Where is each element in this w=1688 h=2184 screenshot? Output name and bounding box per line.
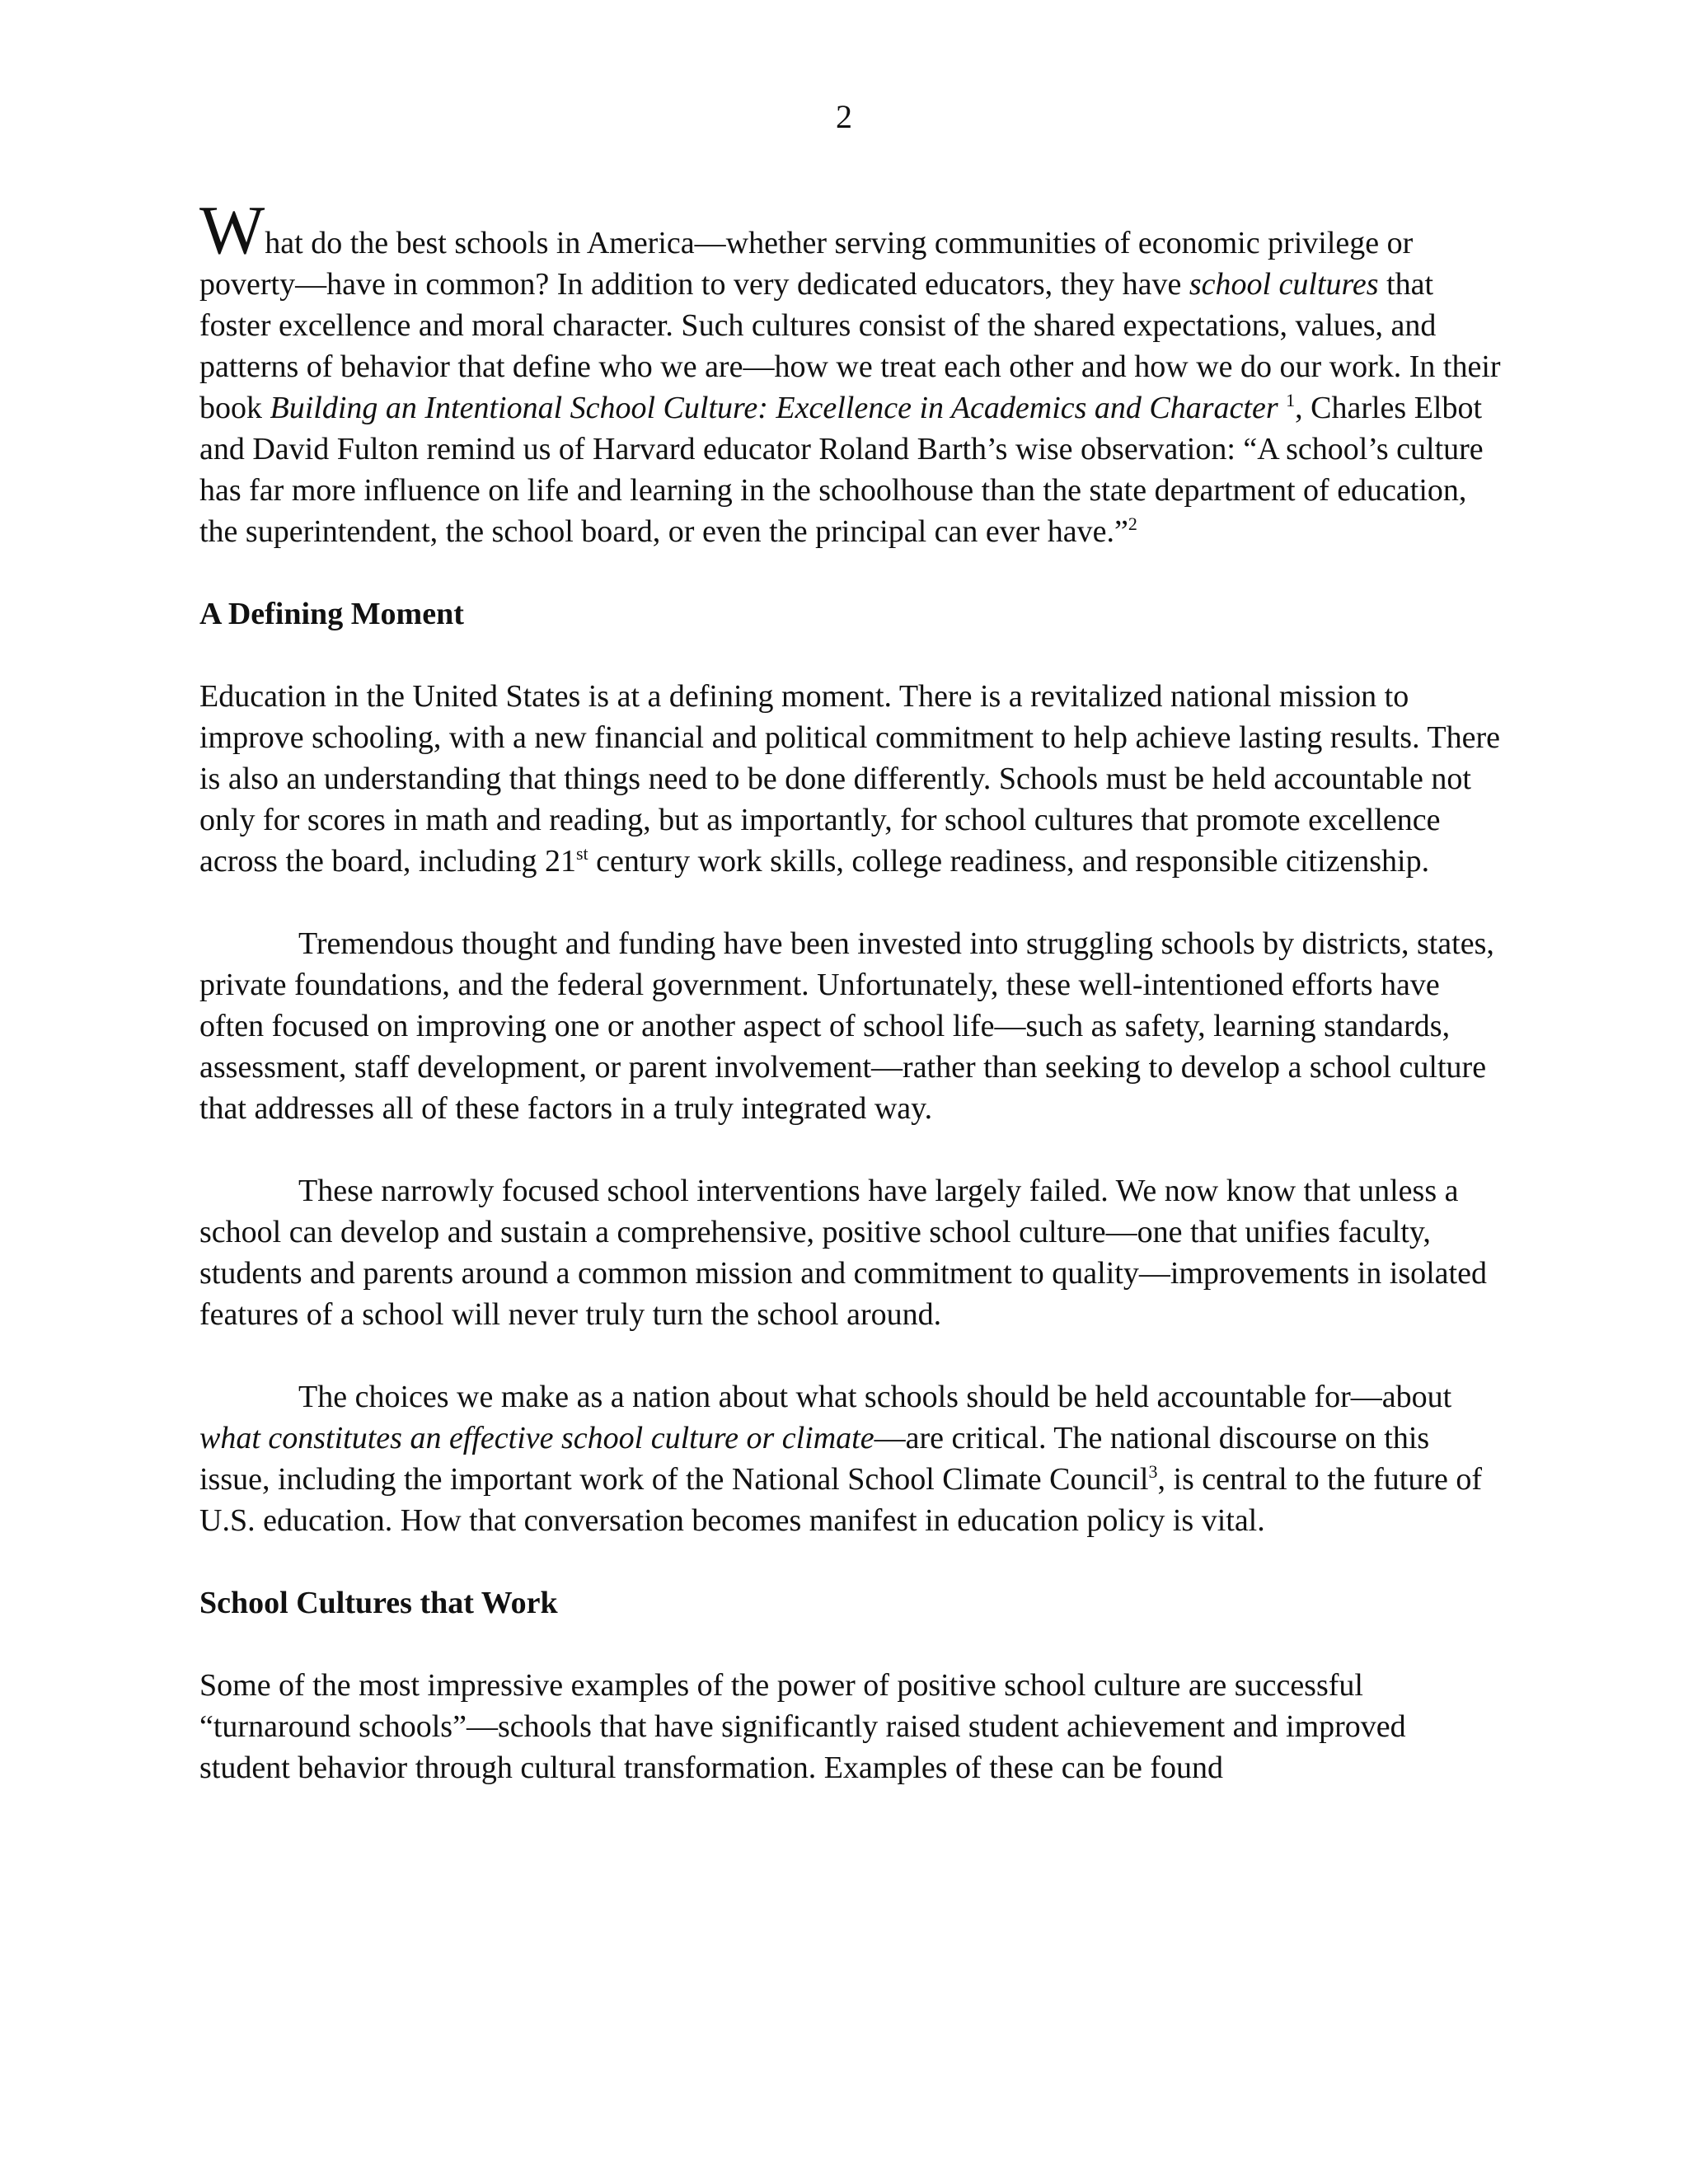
defining-moment-paragraph-1 [199, 676, 1502, 882]
footnote-marker-2: 2 [1128, 513, 1137, 534]
paragraph-text: century work skills, college readiness, and responsible citizenship. [588, 844, 1430, 879]
defining-moment-paragraph-2: Tremendous thought and funding have been invested into struggling schools by districts, states, private foundations, and the federal government. Unfortunately, these well-intentioned efforts have often focused on improving one or another aspect of school life—such as safety, learning standards, assessment, staff development, or parent involvement—rather than seeking to develop a school culture that addresses all of these factors in a truly integrated way. [199, 926, 1494, 1126]
section-heading-school-cultures: School Cultures that Work [199, 1586, 558, 1620]
document-body [199, 192, 1502, 1788]
paragraph-text: , is central to the future of U.S. education. How that conversation becomes manifest in education policy is vital. [199, 1462, 1483, 1538]
paragraph-text: —are critical. The national discourse on this issue, including the important work of the National School Climate Council [199, 1421, 1430, 1497]
intro-text-1: hat do the best schools in America—whether serving communities of economic privilege or poverty—have in common? In addition to very dedicated educators, they have [199, 226, 1414, 302]
intro-paragraph [199, 192, 1502, 552]
defining-moment-paragraph-3: These narrowly focused school interventions have largely failed. We now know that unless a school can develop and sustain a comprehensive, positive school culture—one that unifies faculty, students and parents around a common mission and commitment to quality—improvements in isolated features of a school will never truly turn the school around. [199, 1174, 1487, 1332]
drop-cap: W [199, 192, 265, 269]
ordinal-superscript: st [575, 843, 588, 864]
paragraph-text: Education in the United States is at a defining moment. There is a revitalized national mission to improve schooling, with a new financial and political commitment to help achieve lasting results. There is also an understanding that things need to be done differently. Schools must be held accountable not only for scores in math and reading, but as importantly, for school cultures that promote excellence across the board, including 21 [199, 679, 1500, 879]
page-number: 2 [836, 98, 852, 135]
paragraph-text: The choices we make as a nation about what schools should be held accountable for—about [298, 1380, 1452, 1414]
intro-text-2: that foster excellence and moral character. Such cultures consist of the shared expectations, values, and patterns of behavior that define who we are—how we treat each other and how we do our work. In their book [199, 267, 1501, 425]
book-title: Building an Intentional School Culture: Excellence in Academics and Character [270, 391, 1278, 425]
italic-phrase: what constitutes an effective school culture or climate [199, 1421, 874, 1455]
footnote-marker-3: 3 [1148, 1461, 1158, 1482]
defining-moment-paragraph-4 [199, 1376, 1502, 1541]
section-heading-defining-moment: A Defining Moment [199, 597, 464, 631]
school-cultures-paragraph-1: Some of the most impressive examples of the power of positive school culture are successful “turnaround schools”—schools that have significantly raised student achievement and improved student behavior through cultural transformation. Examples of these can be found [199, 1668, 1406, 1785]
intro-text-3: , Charles Elbot and David Fulton remind us of Harvard educator Roland Barth’s wise observation: “A school’s culture has far more influence on life and learning in the schoolhouse than the state department of education, the superintendent, the school board, or even the principal can ever have.” [199, 391, 1484, 549]
footnote-marker-1: 1 [1286, 390, 1296, 410]
intro-italic-term: school cultures [1189, 267, 1379, 302]
